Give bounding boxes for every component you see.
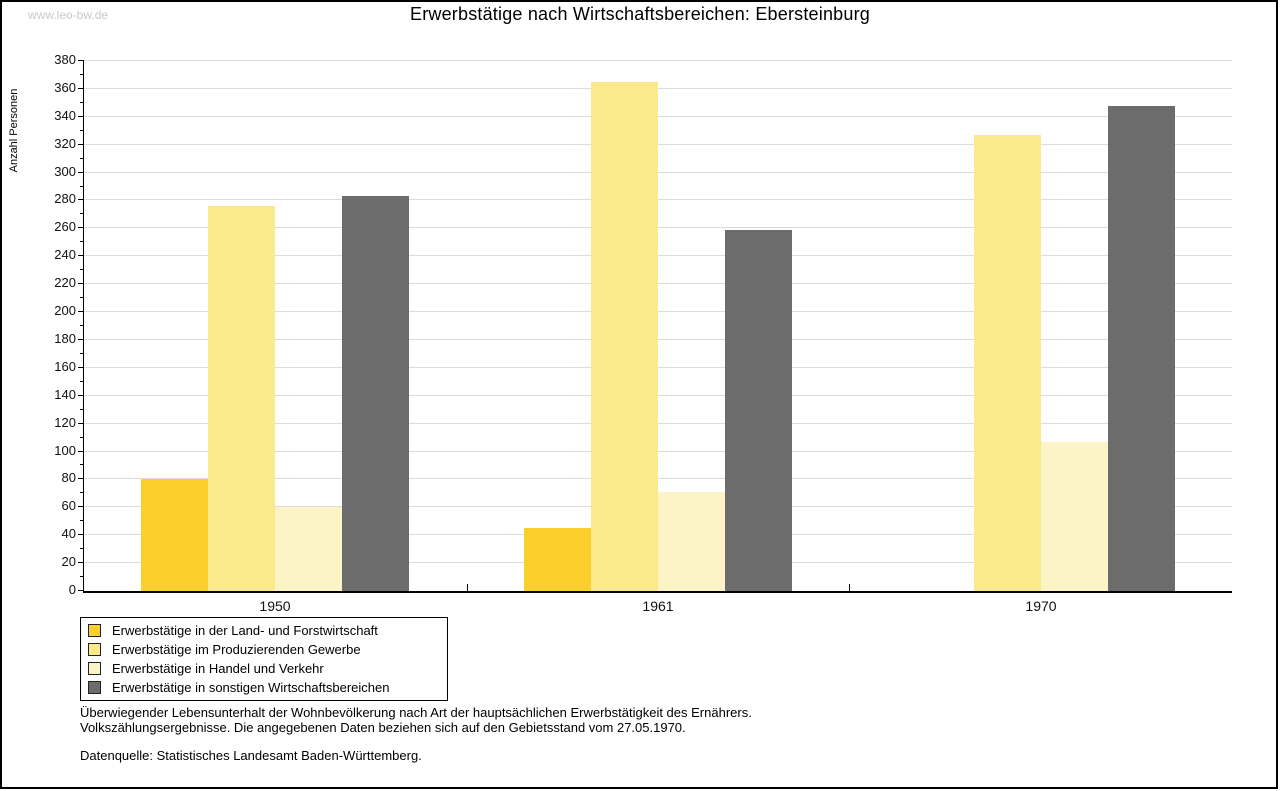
gridline [84, 60, 1232, 61]
legend [80, 617, 448, 701]
y-axis-minor-tick [80, 492, 84, 493]
y-tick-label: 0 [68, 582, 76, 597]
bar-1950-series-4 [342, 196, 409, 591]
y-axis-minor-tick [80, 520, 84, 521]
x-tick-label: 1950 [259, 598, 291, 614]
x-tick-label: 1961 [642, 598, 674, 614]
y-tick-label: 160 [54, 358, 76, 374]
y-axis-tick [78, 423, 84, 424]
y-axis-tick [78, 227, 84, 228]
y-tick-label: 60 [61, 498, 76, 514]
y-axis-line [83, 61, 84, 591]
y-axis-label: Anzahl Personen [8, 88, 20, 173]
y-axis-tick [78, 506, 84, 507]
y-axis-tick [78, 88, 84, 89]
legend-item [88, 640, 440, 659]
gridline [84, 116, 1232, 117]
x-tick-label: 1970 [1025, 598, 1057, 614]
y-axis-minor-tick [80, 269, 84, 270]
bar-1970-series-2 [974, 135, 1041, 591]
gridline [84, 144, 1232, 145]
y-tick-label: 320 [54, 135, 76, 151]
legend-swatch [88, 681, 101, 694]
legend-label: Erwerbstätige in sonstigen Wirtschaftsbereichen [112, 680, 390, 695]
bar-1961-series-2 [591, 82, 658, 591]
y-axis-tick [78, 199, 84, 200]
y-tick-label: 260 [54, 219, 76, 235]
y-tick-label: 40 [61, 526, 76, 542]
y-axis-minor-tick [80, 130, 84, 131]
gridline [84, 172, 1232, 173]
page-title: Erwerbstätige nach Wirtschaftsbereichen: Ebersteinburg [409, 4, 871, 24]
y-axis-minor-tick [80, 437, 84, 438]
y-tick-label: 140 [54, 386, 76, 402]
y-axis-tick [78, 478, 84, 479]
y-axis-minor-tick [80, 576, 84, 577]
y-axis-minor-tick [80, 102, 84, 103]
legend-swatch [88, 643, 101, 656]
y-axis-tick [78, 283, 84, 284]
y-axis-tick [78, 144, 84, 145]
legend-swatch [88, 662, 101, 675]
y-axis-tick [78, 367, 84, 368]
y-axis-tick [78, 451, 84, 452]
y-tick-label: 360 [54, 79, 76, 95]
bar-1950-series-3 [275, 507, 342, 591]
x-axis-tick [849, 584, 850, 591]
legend-item [88, 659, 440, 678]
footer-line: Überwiegender Lebensunterhalt der Wohnbevölkerung nach Art der hauptsächlichen Erwerbstätigkeit des Ernährers. [80, 705, 752, 720]
y-axis-tick [78, 60, 84, 61]
x-axis-tick [467, 584, 468, 591]
y-axis-minor-tick [80, 548, 84, 549]
y-axis-minor-tick [80, 325, 84, 326]
footer-notes [80, 705, 752, 763]
y-axis-tick [78, 339, 84, 340]
y-tick-label: 100 [54, 442, 76, 458]
x-axis-line [83, 591, 1232, 593]
legend-label: Erwerbstätige in der Land- und Forstwirtschaft [112, 623, 378, 638]
bar-1961-series-4 [725, 230, 792, 591]
gridline [84, 88, 1232, 89]
y-tick-label: 240 [54, 247, 76, 263]
bar-1961-series-1 [524, 528, 591, 591]
y-axis-tick [78, 534, 84, 535]
y-axis-tick [78, 562, 84, 563]
y-axis-tick [78, 255, 84, 256]
legend-item [88, 678, 440, 697]
y-tick-label: 120 [54, 414, 76, 430]
y-axis-minor-tick [80, 409, 84, 410]
y-axis-minor-tick [80, 241, 84, 242]
y-axis-tick [78, 172, 84, 173]
y-axis-minor-tick [80, 213, 84, 214]
y-axis-minor-tick [80, 381, 84, 382]
footer-line: Volkszählungsergebnisse. Die angegebenen Daten beziehen sich auf den Gebietsstand vom 27.05.1970. [80, 720, 686, 735]
y-tick-label: 80 [61, 470, 76, 486]
y-tick-label: 380 [54, 52, 76, 67]
bar-1970-series-3 [1041, 442, 1108, 591]
y-axis-tick [78, 395, 84, 396]
legend-swatch [88, 624, 101, 637]
bar-1970-series-4 [1108, 106, 1175, 591]
watermark: www.leo-bw.de [28, 8, 109, 22]
y-tick-label: 340 [54, 107, 76, 123]
y-tick-label: 280 [54, 191, 76, 207]
y-tick-label: 20 [61, 554, 76, 570]
plot-area [54, 52, 1232, 614]
bar-1950-series-2 [208, 206, 275, 591]
legend-label: Erwerbstätige im Produzierenden Gewerbe [112, 642, 361, 657]
y-axis-minor-tick [80, 186, 84, 187]
y-axis-minor-tick [80, 297, 84, 298]
y-tick-label: 300 [54, 163, 76, 179]
y-axis-tick [78, 311, 84, 312]
gridline [84, 199, 1232, 200]
legend-label: Erwerbstätige in Handel und Verkehr [112, 661, 324, 676]
bar-1950-series-1 [141, 479, 208, 591]
legend-item [88, 621, 440, 640]
data-source: Datenquelle: Statistisches Landesamt Baden-Württemberg. [80, 748, 422, 763]
y-axis-minor-tick [80, 353, 84, 354]
y-tick-label: 180 [54, 330, 76, 346]
bar-1961-series-3 [658, 492, 725, 591]
y-axis-minor-tick [80, 464, 84, 465]
y-axis-minor-tick [80, 158, 84, 159]
y-axis-minor-tick [80, 74, 84, 75]
y-tick-label: 220 [54, 275, 76, 291]
y-tick-label: 200 [54, 303, 76, 319]
y-axis-tick [78, 116, 84, 117]
